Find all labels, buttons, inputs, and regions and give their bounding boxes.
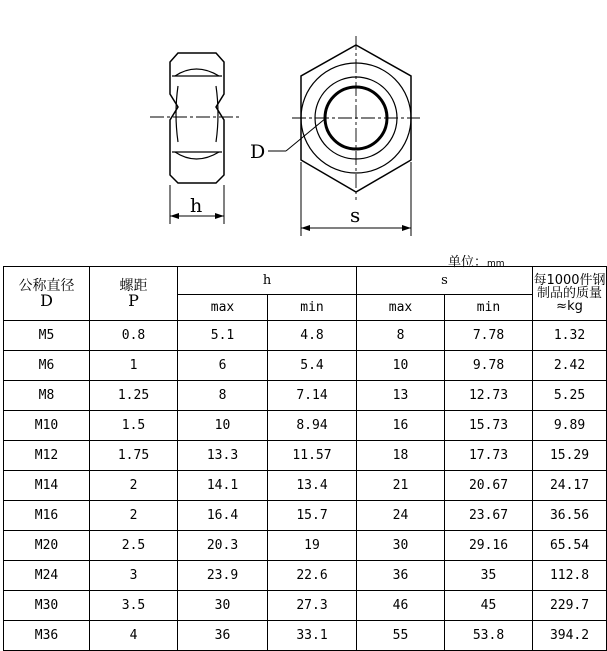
s-dimension-label: s xyxy=(350,203,361,227)
cell-p: 1.25 xyxy=(90,381,178,411)
table-row xyxy=(4,321,607,351)
cell-p: 1.5 xyxy=(90,411,178,441)
header-pitch: 螺距 P xyxy=(90,267,178,321)
header-s-max: max xyxy=(357,295,445,321)
cell-d: M8 xyxy=(4,381,90,411)
cell-p: 1 xyxy=(90,351,178,381)
cell-h-max: 13.3 xyxy=(178,441,268,471)
table-body xyxy=(4,321,607,651)
cell-p: 2 xyxy=(90,501,178,531)
cell-h-min: 22.6 xyxy=(268,561,357,591)
cell-s-max: 21 xyxy=(357,471,445,501)
cell-s-max: 13 xyxy=(357,381,445,411)
cell-mass: 15.29 xyxy=(533,441,607,471)
table-row xyxy=(4,591,607,621)
cell-mass: 394.2 xyxy=(533,621,607,651)
cell-mass: 65.54 xyxy=(533,531,607,561)
cell-p: 3 xyxy=(90,561,178,591)
table-row xyxy=(4,501,607,531)
cell-s-min: 45 xyxy=(445,591,533,621)
cell-h-min: 27.3 xyxy=(268,591,357,621)
cell-h-min: 4.8 xyxy=(268,321,357,351)
cell-s-max: 55 xyxy=(357,621,445,651)
cell-s-max: 24 xyxy=(357,501,445,531)
table-row xyxy=(4,411,607,441)
cell-h-max: 14.1 xyxy=(178,471,268,501)
cell-p: 2 xyxy=(90,471,178,501)
header-h-max: max xyxy=(178,295,268,321)
cell-d: M12 xyxy=(4,441,90,471)
cell-h-min: 33.1 xyxy=(268,621,357,651)
cell-h-min: 19 xyxy=(268,531,357,561)
cell-s-min: 29.16 xyxy=(445,531,533,561)
cell-h-min: 15.7 xyxy=(268,501,357,531)
cell-h-min: 5.4 xyxy=(268,351,357,381)
cell-s-min: 7.78 xyxy=(445,321,533,351)
table-row xyxy=(4,531,607,561)
table-row xyxy=(4,381,607,411)
cell-d: M10 xyxy=(4,411,90,441)
cell-h-max: 36 xyxy=(178,621,268,651)
cell-s-max: 30 xyxy=(357,531,445,561)
cell-s-min: 23.67 xyxy=(445,501,533,531)
header-s: s xyxy=(357,267,533,295)
d-diameter-label: D xyxy=(250,141,266,163)
cell-h-min: 11.57 xyxy=(268,441,357,471)
cell-s-min: 9.78 xyxy=(445,351,533,381)
side-view-upper-face xyxy=(175,69,219,76)
cell-h-max: 30 xyxy=(178,591,268,621)
header-nominal-diameter: 公称直径 D xyxy=(4,267,90,321)
table-row xyxy=(4,441,607,471)
cell-p: 1.75 xyxy=(90,441,178,471)
cell-mass: 112.8 xyxy=(533,561,607,591)
table-row xyxy=(4,351,607,381)
cell-h-min: 8.94 xyxy=(268,411,357,441)
cell-d: M20 xyxy=(4,531,90,561)
cell-p: 2.5 xyxy=(90,531,178,561)
h-dimension-label: h xyxy=(190,195,203,217)
cell-d: M36 xyxy=(4,621,90,651)
cell-p: 4 xyxy=(90,621,178,651)
cell-s-min: 20.67 xyxy=(445,471,533,501)
cell-h-min: 13.4 xyxy=(268,471,357,501)
cell-s-min: 17.73 xyxy=(445,441,533,471)
dimension-table xyxy=(3,266,607,651)
table-row xyxy=(4,561,607,591)
cell-mass: 36.56 xyxy=(533,501,607,531)
cell-h-max: 16.4 xyxy=(178,501,268,531)
cell-s-max: 8 xyxy=(357,321,445,351)
cell-s-max: 16 xyxy=(357,411,445,441)
header-h: h xyxy=(178,267,357,295)
cell-mass: 2.42 xyxy=(533,351,607,381)
cell-h-max: 6 xyxy=(178,351,268,381)
cell-d: M16 xyxy=(4,501,90,531)
header-s-min: min xyxy=(445,295,533,321)
cell-h-max: 23.9 xyxy=(178,561,268,591)
side-view-outline xyxy=(170,53,224,183)
cell-h-max: 10 xyxy=(178,411,268,441)
cell-p: 3.5 xyxy=(90,591,178,621)
cell-mass: 9.89 xyxy=(533,411,607,441)
cell-h-min: 7.14 xyxy=(268,381,357,411)
side-view-lower-face xyxy=(175,152,219,159)
header-mass: 每1000件钢 制品的质量 ≈kg xyxy=(533,267,607,321)
table-row xyxy=(4,471,607,501)
cell-mass: 1.32 xyxy=(533,321,607,351)
unit-prefix: 单位： xyxy=(448,255,488,270)
cell-p: 0.8 xyxy=(90,321,178,351)
cell-h-max: 8 xyxy=(178,381,268,411)
cell-d: M6 xyxy=(4,351,90,381)
cell-mass: 229.7 xyxy=(533,591,607,621)
cell-h-max: 5.1 xyxy=(178,321,268,351)
cell-s-max: 46 xyxy=(357,591,445,621)
cell-s-max: 18 xyxy=(357,441,445,471)
cell-s-min: 35 xyxy=(445,561,533,591)
cell-d: M24 xyxy=(4,561,90,591)
cell-d: M14 xyxy=(4,471,90,501)
cell-s-max: 10 xyxy=(357,351,445,381)
unit-value: mm xyxy=(487,259,505,269)
cell-d: M5 xyxy=(4,321,90,351)
cell-h-max: 20.3 xyxy=(178,531,268,561)
cell-s-min: 53.8 xyxy=(445,621,533,651)
cell-d: M30 xyxy=(4,591,90,621)
cell-mass: 24.17 xyxy=(533,471,607,501)
cell-mass: 5.25 xyxy=(533,381,607,411)
cell-s-max: 36 xyxy=(357,561,445,591)
cell-s-min: 12.73 xyxy=(445,381,533,411)
cell-s-min: 15.73 xyxy=(445,411,533,441)
nut-technical-drawing xyxy=(0,0,607,270)
header-h-min: min xyxy=(268,295,357,321)
table-row xyxy=(4,621,607,651)
